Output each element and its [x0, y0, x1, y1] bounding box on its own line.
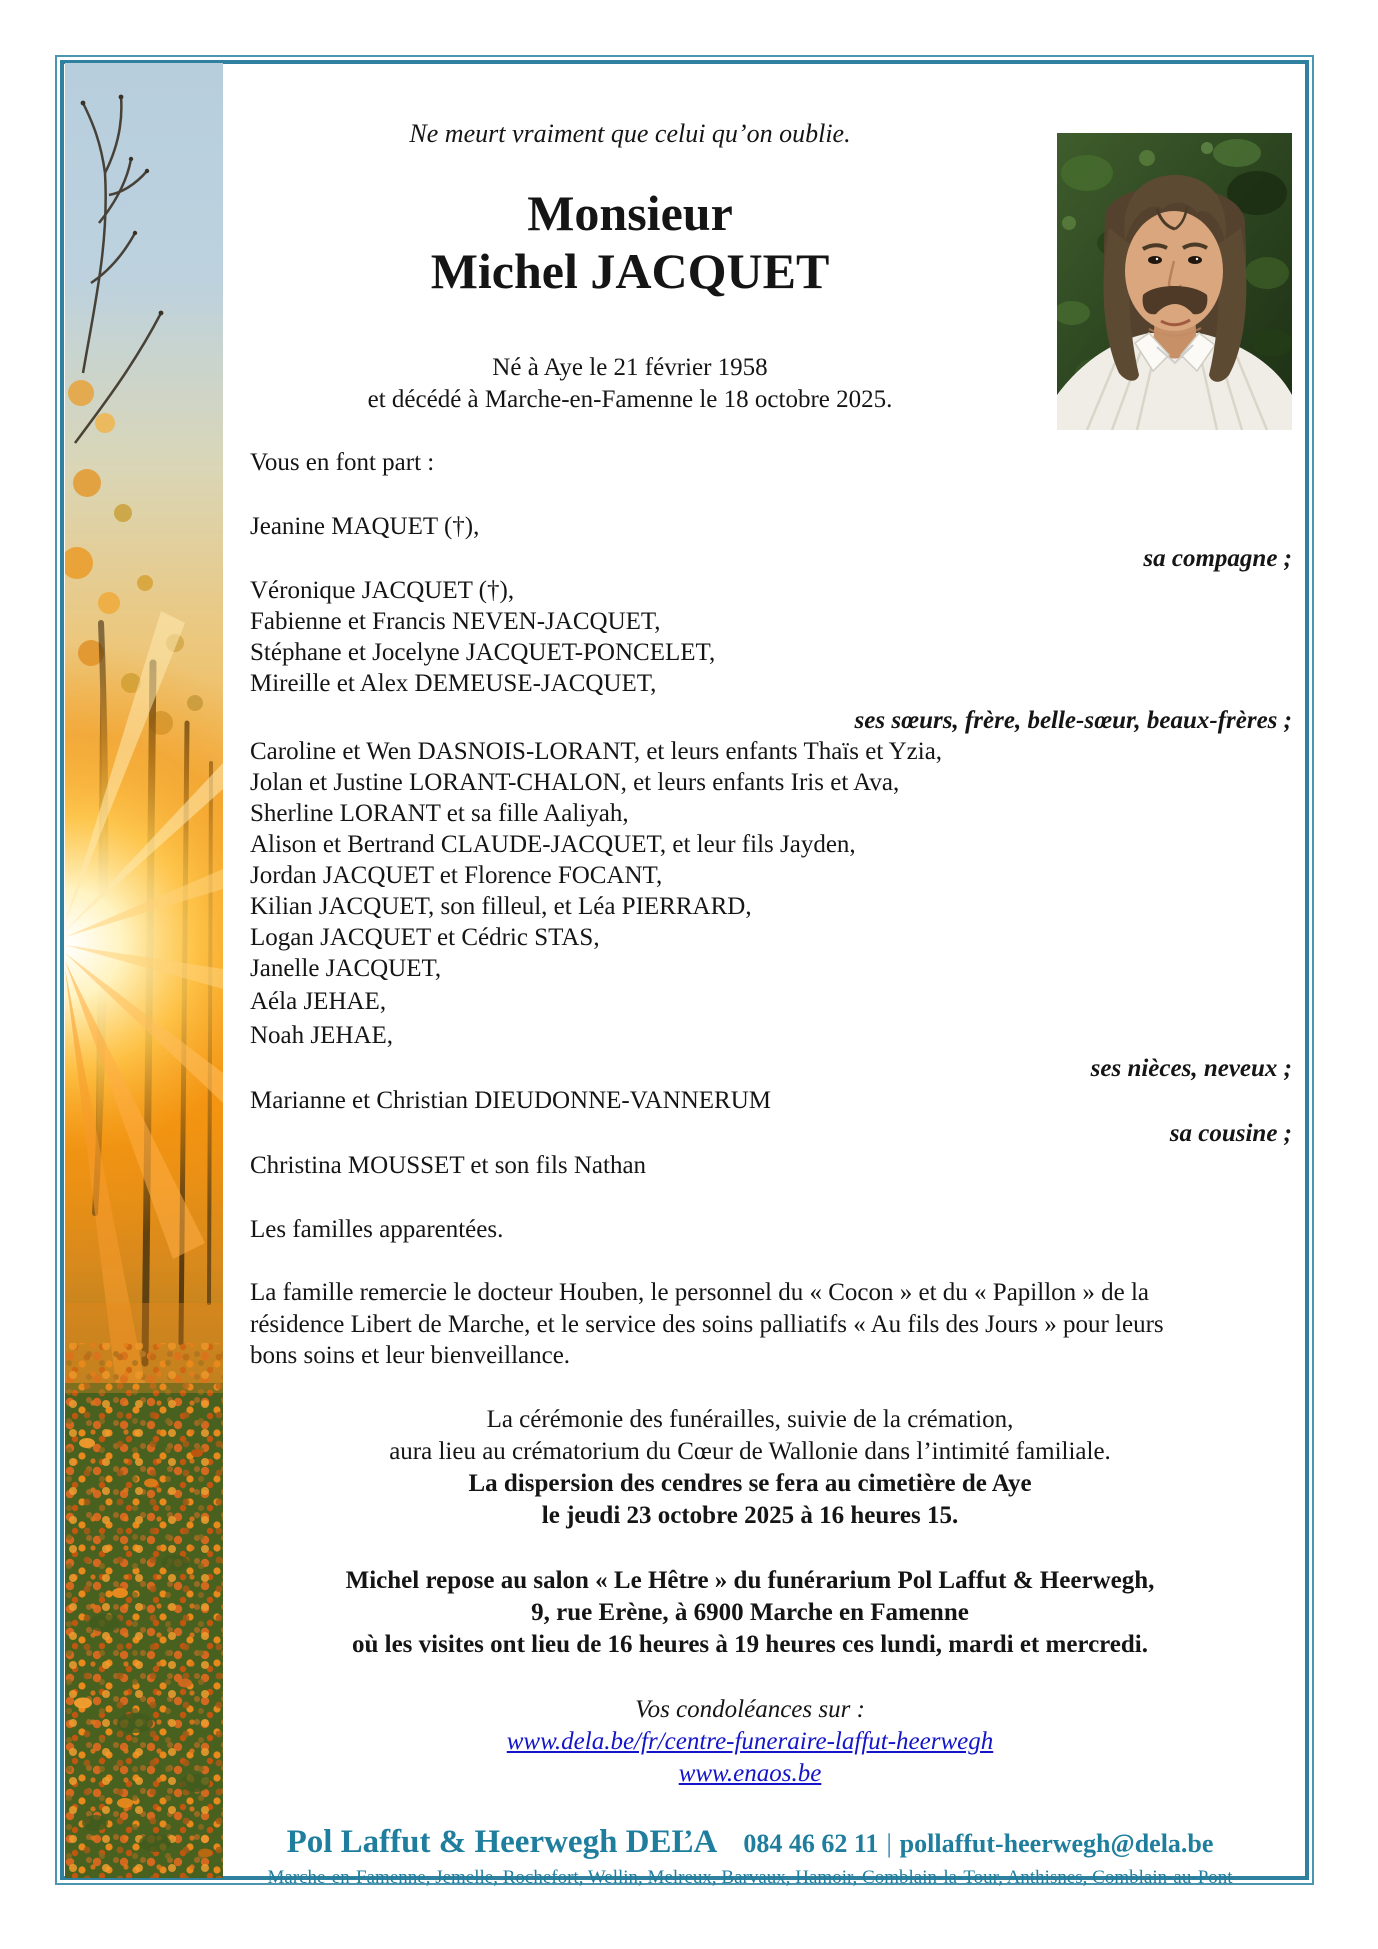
niece-line: Alison et Bertrand CLAUDE-JACQUET, et leur fils Jayden, [250, 831, 856, 858]
repose-block [235, 1565, 1265, 1661]
condolences-label: Vos condoléances sur : [635, 1696, 865, 1723]
autumn-photo [65, 63, 223, 1878]
ceremony-line: La cérémonie des funérailles, suivie de la crémation, [486, 1406, 1014, 1433]
condolences-link-enaos[interactable]: www.enaos.be [678, 1760, 822, 1787]
niece-line: Aéla JEHAE, [250, 988, 387, 1015]
birth-line: Né à Aye le 21 février 1958 [492, 354, 768, 381]
funeral-home-brand: Pol Laffut & Heerwegh [286, 1824, 618, 1860]
repose-line: Michel repose au salon « Le Hêtre » du funérarium Pol Laffut & Heerwegh, [345, 1567, 1155, 1594]
thanks-line: La famille remercie le docteur Houben, le personnel du « Cocon » et du « Papillon » de la [250, 1279, 1150, 1306]
announcement-intro: Vous en font part : [250, 449, 435, 476]
condolences-block [235, 1694, 1265, 1790]
visits-line: où les visites ont lieu de 16 heures à 19 heures ces lundi, mardi et mercredi. [351, 1631, 1149, 1658]
sibling-line: Fabienne et Francis NEVEN-JACQUET, [250, 608, 661, 635]
niece-line: Kilian JACQUET, son filleul, et Léa PIERRARD, [250, 893, 752, 920]
footer-phone: 084 46 62 11 [743, 1829, 879, 1858]
deceased-title: Monsieur [527, 185, 733, 241]
sibling-line: Mireille et Alex DEMEUSE-JACQUET, [250, 670, 657, 697]
repose-address-line: 9, rue Erène, à 6900 Marche en Famenne [531, 1599, 969, 1626]
niece-line: Janelle JACQUET, [250, 955, 442, 982]
footer [235, 1822, 1265, 1890]
memorial-quote: Ne meurt vraiment que celui qu’on oublie. [409, 119, 851, 148]
niece-line: Logan JACQUET et Cédric STAS, [250, 924, 600, 951]
companion-relation: sa compagne ; [1143, 545, 1292, 572]
footer-locations: Marche-en-Famenne, Jemelle, Rochefort, Wellin, Melreux, Barvaux, Hamoir, Comblain-la-Tour, Anthisnes, Comblain-au-Pont [267, 1867, 1233, 1888]
niece-line: Caroline et Wen DASNOIS-LORANT, et leurs enfants Thaïs et Yzia, [250, 738, 943, 765]
ceremony-date-line: le jeudi 23 octobre 2025 à 16 heures 15. [541, 1502, 959, 1529]
ashes-dispersion-line: La dispersion des cendres se fera au cimetière de Aye [468, 1470, 1032, 1497]
footer-separator: | [886, 1829, 892, 1858]
dela-logo: DEĽA [625, 1824, 718, 1860]
footer-main-line [235, 1822, 1265, 1864]
niece-line: Jolan et Justine LORANT-CHALON, et leurs enfants Iris et Ava, [250, 769, 900, 796]
thanks-line: bons soins et leur bienveillance. [250, 1342, 571, 1369]
footer-contact [743, 1829, 1213, 1858]
thanks-line: résidence Libert de Marche, et le service des soins palliatifs « Au fils des Jours » pour leurs [250, 1311, 1164, 1338]
siblings-relation: ses sœurs, frère, belle-sœur, beaux-frères ; [854, 707, 1292, 734]
cousin-relation: sa cousine ; [1169, 1120, 1292, 1147]
ceremony-block [235, 1404, 1265, 1532]
portrait-photo [1057, 133, 1292, 430]
condolences-link-dela[interactable]: www.dela.be/fr/centre-funeraire-laffut-heerwegh [506, 1728, 994, 1755]
friend-line: Christina MOUSSET et son fils Nathan [250, 1152, 647, 1179]
cousin-name: Marianne et Christian DIEUDONNE-VANNERUM [250, 1087, 771, 1114]
death-line: et décédé à Marche-en-Famenne le 18 octobre 2025. [367, 386, 893, 413]
nieces-relation: ses nièces, neveux ; [1090, 1055, 1292, 1082]
companion-name: Jeanine MAQUET (†), [250, 513, 480, 540]
sibling-line: Stéphane et Jocelyne JACQUET-PONCELET, [250, 639, 716, 666]
footer-email: pollaffut-heerwegh@dela.be [899, 1829, 1214, 1858]
deceased-name: Michel JACQUET [430, 243, 830, 299]
related-families-line: Les familles apparentées. [250, 1216, 504, 1243]
niece-line: Sherline LORANT et sa fille Aaliyah, [250, 800, 629, 827]
niece-line: Jordan JACQUET et Florence FOCANT, [250, 862, 663, 889]
sibling-line: Véronique JACQUET (†), [250, 577, 515, 604]
niece-line: Noah JEHAE, [250, 1022, 394, 1049]
ceremony-line: aura lieu au crématorium du Cœur de Wallonie dans l’intimité familiale. [389, 1438, 1111, 1465]
